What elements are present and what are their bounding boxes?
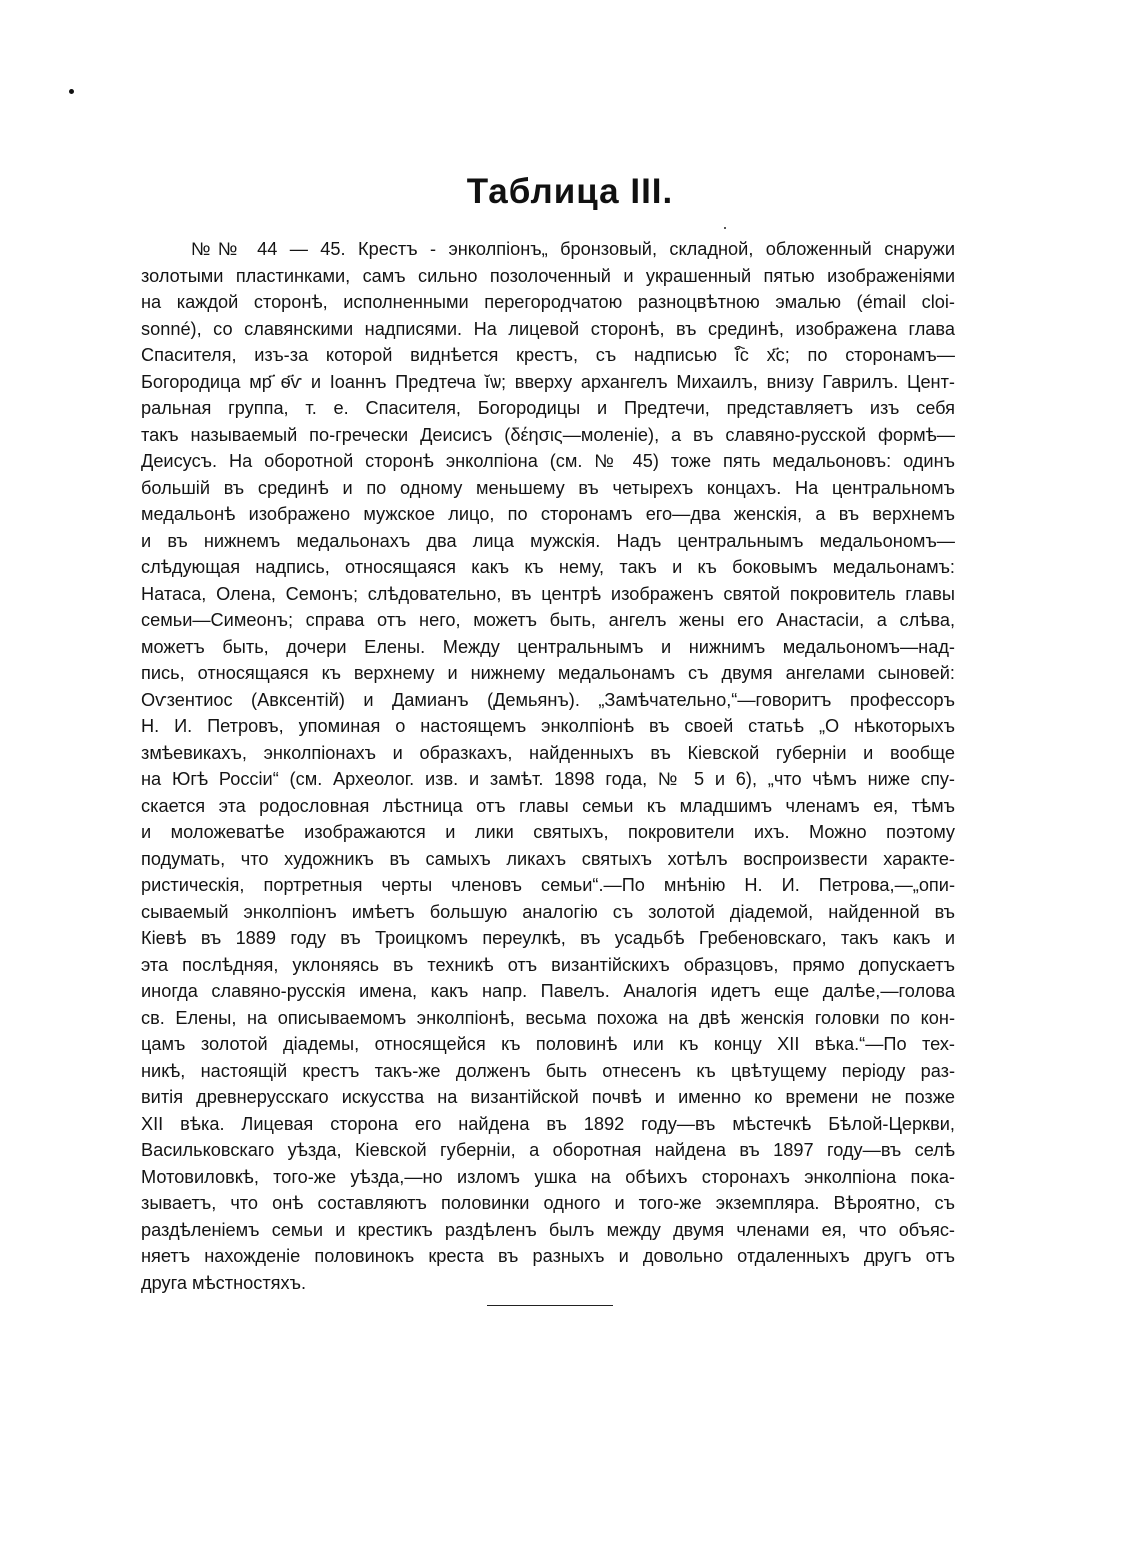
text-line: цамъ золотой діадемы, относящейся къ половинѣ или къ концу XII вѣка.“—По тех- <box>141 1034 955 1054</box>
text-line: ристическія, портретныя черты членовъ семьи“.—По мнѣнію Н. И. Петрова,—„опи- <box>141 875 955 895</box>
text-line: подумать, что художникъ въ самыхъ ликахъ святыхъ хотѣлъ воспроизвести характе- <box>141 848 955 869</box>
text-line: №№ 44 — 45. Крестъ - энколпіонъ„ бронзовый, складной, обложенный снаружи <box>191 239 955 259</box>
ink-speck <box>69 89 74 94</box>
text-line: Деисусъ. На оборотной сторонѣ энколпіона (см. № 45) тоже пять медальоновъ: одинъ <box>141 451 955 471</box>
text-line: Натаса, Олена, Семонъ; слѣдовательно, въ центрѣ изображенъ святой покровитель главы <box>141 583 955 604</box>
page-title: Таблица III. <box>466 172 674 211</box>
text-line: Н. И. Петровъ, упоминая о настоящемъ энколпіонѣ въ своей статьѣ „О нѣкоторыхъ <box>141 716 955 736</box>
closing-rule <box>487 1305 613 1306</box>
text-line: ральная группа, т. е. Спасителя, Богородицы и Предтечи, представляетъ изъ себя <box>141 398 955 418</box>
text-line: на каждой сторонѣ, исполненными перегородчатою разноцвѣтною эмалью (émail cloi- <box>141 292 955 312</box>
text-line: Мотовиловкѣ, того-же уѣзда,—но изломъ ушка на обѣихъ сторонахъ энколпіона пока- <box>141 1166 955 1187</box>
text-line: sonné), со славянскими надписями. На лицевой сторонѣ, въ срединѣ, изображена глава <box>141 318 955 339</box>
text-line: св. Елены, на описываемомъ энколпіонѣ, весьма похожа на двѣ женскія головки по кон- <box>141 1007 955 1028</box>
text-line: раздѣленіемъ семьи и крестикъ раздѣленъ былъ между двумя членами ея, что объяс- <box>141 1219 955 1240</box>
text-line: можетъ быть, дочери Елены. Между центральнымъ и нижнимъ медальономъ—над- <box>141 636 955 657</box>
text-line: няетъ нахожденіе половинокъ креста въ разныхъ и довольно отдаленныхъ другъ отъ <box>141 1246 955 1266</box>
text-line: змѣевикахъ, энколпіонахъ и образкахъ, найденныхъ въ Кіевской губерніи и вообще <box>141 742 955 763</box>
text-line: Васильковскаго уѣзда, Кіевской губерніи, а оборотная найдена въ 1897 году—въ селѣ <box>141 1140 955 1160</box>
text-line: слѣдующая надпись, относящаяся какъ къ нему, такъ и къ боковымъ медальонамъ: <box>141 557 955 577</box>
text-line: Спасителя, изъ-за которой виднѣется крестъ, съ надписью ĭ҇с х҃с; по сторонамъ— <box>141 345 955 365</box>
text-line: зываетъ, что онѣ составляютъ половинки одного и того-же экземпляра. Вѣроятно, съ <box>141 1193 955 1213</box>
text-line: иногда славяно-русскія имена, какъ напр. Павелъ. Аналогія идетъ еще далѣе,—голова <box>141 981 955 1001</box>
ink-speck-small <box>724 227 726 229</box>
text-line: золотыми пластинками, самъ сильно позолоченный и украшенный пятью изображеніями <box>141 265 955 286</box>
text-line: друга мѣстностяхъ. <box>141 1272 307 1293</box>
text-line: такъ называемый по-гречески Деисисъ (δέησις—моленіе), а въ славяно-русской формѣ— <box>141 424 955 445</box>
text-line: и моложеватѣе изображаются и лики святыхъ, покровители ихъ. Можно поэтому <box>141 822 955 842</box>
text-line: XII вѣка. Лицевая сторона его найдена въ 1892 году—въ мѣстечкѣ Бѣлой-Церкви, <box>141 1113 955 1134</box>
body-text <box>141 236 955 1296</box>
text-line: эта послѣдняя, уклоняясь въ техникѣ отъ византійскихъ образцовъ, прямо допускаетъ <box>141 954 955 975</box>
text-line: медальонѣ изображено мужское лицо, по сторонамъ его—два женскія, а въ верхнемъ <box>141 504 955 524</box>
text-line: Богородица мр҃ ѳ҃ѵ и Іоаннъ Предтеча ĭѡ; вверху архангелъ Михаилъ, внизу Гаврилъ. Цент- <box>141 371 955 392</box>
text-line: и въ нижнемъ медальонахъ два лица мужскія. Надъ центральнымъ медальономъ— <box>141 530 955 551</box>
text-line: на Югѣ Россіи“ (см. Археолог. изв. и замѣт. 1898 года, № 5 и 6), „что чѣмъ ниже спу- <box>141 769 955 789</box>
text-line: витія древнерусскаго искусства на византійской почвѣ и именно ко времени не позже <box>141 1087 955 1107</box>
text-line: скается эта родословная лѣстница отъ главы семьи къ младшимъ членамъ ея, тѣмъ <box>141 795 955 816</box>
text-line: семьи—Симеонъ; справа отъ него, можетъ быть, ангелъ жены его Анастасіи, а слѣва, <box>141 610 955 630</box>
text-line: Оѵзентиос (Авксентій) и Дамианъ (Демьянъ). „Замѣчательно,“—говоритъ профессоръ <box>141 689 955 710</box>
text-line: сываемый энколпіонъ имѣетъ большую аналогію съ золотой діадемой, найденной въ <box>141 901 955 922</box>
text-line: Кіевѣ въ 1889 году въ Троицкомъ переулкѣ, въ усадьбѣ Гребеновскаго, такъ какъ и <box>141 928 955 948</box>
text-line: никѣ, настоящій крестъ такъ-же долженъ быть отнесенъ къ цвѣтущему періоду раз- <box>141 1060 955 1081</box>
text-line: пись, относящаяся къ верхнему и нижнему медальонамъ съ двумя ангелами сыновей: <box>141 663 955 683</box>
text-line: большій въ срединѣ и по одному меньшему въ четырехъ концахъ. На центральномъ <box>141 477 955 498</box>
